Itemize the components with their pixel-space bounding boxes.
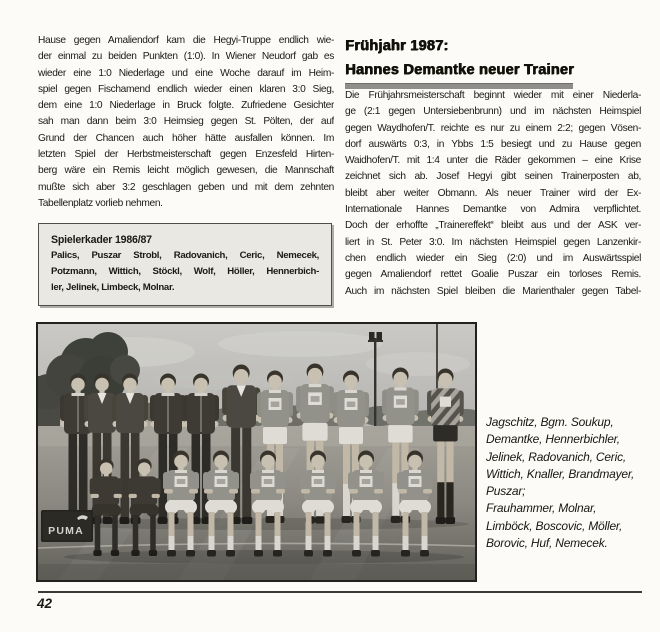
right-paragraph (345, 88, 641, 300)
photo-caption (486, 414, 660, 552)
text-line: wieder eine 1:0 Niederlage und eine Woche darauf im Heim- (38, 67, 334, 79)
text-line: Hause gegen Amaliendorf kam die Hegyi-Truppe endlich wie- (38, 35, 334, 46)
text-line: Jagschitz, Bgm. Soukup, (486, 415, 614, 429)
page-number: 42 (37, 596, 53, 611)
text-line: der einmal zu beiden Punkten (1:0). In Wiener Neudorf gab es (38, 51, 334, 63)
text-line: Palics, Puszar Strobl, Radovanich, Ceric, Nemecek, (51, 250, 319, 261)
text-line: sah man dann beim 3:0 Heimsieg gegen St. Pölten, der auf (38, 116, 334, 128)
text-line: Waidhofen/T. mit 1:4 unter die Räder gekommen – eine Krise (345, 155, 641, 167)
text-line: liert in St. Peter 3:0. Im nächsten Heimspiel gegen Lanzenkir- (345, 236, 641, 248)
footer-rule (38, 591, 642, 593)
text-line: Doch der erhoffte „Trainereffekt“ bleibt aus und der ASK ver- (345, 220, 641, 232)
text-line: Puszar; (486, 484, 526, 499)
text-line: gegen Amaliendorf rettet Goalie Puszar ein torloses Remis. (345, 269, 641, 281)
text-line: chen endlich wieder ein Sieg (2:0) und im Auswärtsspiel (345, 252, 641, 264)
roster-players (51, 248, 319, 296)
text-line: spiel gegen Fischamend endlich wieder einen klaren 3:0 Sieg, (38, 83, 334, 95)
text-line: mußte sich aber 3:2 geschlagen geben und mit dem zehnten (38, 181, 334, 193)
text-line: Borovic, Huf, Nemecek. (486, 536, 608, 551)
text-line: zeichnet sich ab. Josef Hegyi gibt seinen Trainerposten ab, (345, 171, 641, 183)
text-line: Grund der Chancen auch höher hätte ausfallen können. Im (38, 132, 334, 144)
roster-title: Spielerkader 1986/87 (51, 234, 152, 246)
text-line: letzten Spiel der Herbstmeisterschaft gegen Enzesfeld Hirten- (38, 149, 334, 161)
roster-box (38, 223, 332, 306)
text-line: dem eine 1:0 Niederlage in Bruck folgte. Zufriedene Gesichter (38, 100, 334, 112)
text-line: ler, Jelinek, Limbeck, Molnar. (51, 282, 175, 293)
heading-line2: Hannes Demantke neuer Trainer (345, 62, 574, 78)
text-line: Demantke, Hennerbichler, (486, 432, 620, 447)
text-line: gegen Waydhofen/T. reichte es nur zu einem 2:2; gegen Vösen- (345, 122, 641, 134)
team-photo-scene (38, 324, 475, 580)
text-line: Frauhammer, Molnar, (486, 501, 597, 516)
text-line: Auch im nächsten Spiel bleiben die Marienthaler gegen Tabel- (345, 285, 641, 297)
text-line: bleibt aber weiter Obmann. Als neuer Trainer wird der Ex- (345, 187, 641, 199)
text-line: Potzmann, Wittich, Stöckl, Wolf, Höller, Hennerbich- (51, 266, 319, 277)
puma-board-text: PUMA (48, 525, 84, 537)
left-paragraph (38, 33, 334, 212)
text-line: Die Frühjahrsmeisterschaft beginnt wieder mit einer Niederla- (345, 90, 641, 101)
team-photo (36, 322, 477, 582)
photo-foreground (38, 564, 475, 580)
text-line: Wittich, Knaller, Brandmayer, (486, 466, 635, 481)
text-line: ge (2:1 gegen Untersiebenbrunn) und im nächsten Heimspiel (345, 106, 641, 118)
text-line: berg wäre ein Remis leicht möglich gewesen, die Mannschaft (38, 165, 334, 177)
heading-line1: Frühjahr 1987: (345, 38, 449, 54)
text-line: dorf auswärts 0:3, in Ybbs 1:5 besiegt und zu Hause gegen (345, 138, 641, 150)
text-line: Jelinek, Radovanich, Ceric, (486, 449, 627, 464)
text-line: Internationale Hannes Demantke von Admira verpflichtet. (345, 204, 641, 216)
text-line: Tabellenplatz vorlieb nehmen. (38, 197, 163, 209)
text-line: Limböck, Boscovic, Möller, (486, 518, 623, 533)
puma-board (41, 510, 93, 542)
